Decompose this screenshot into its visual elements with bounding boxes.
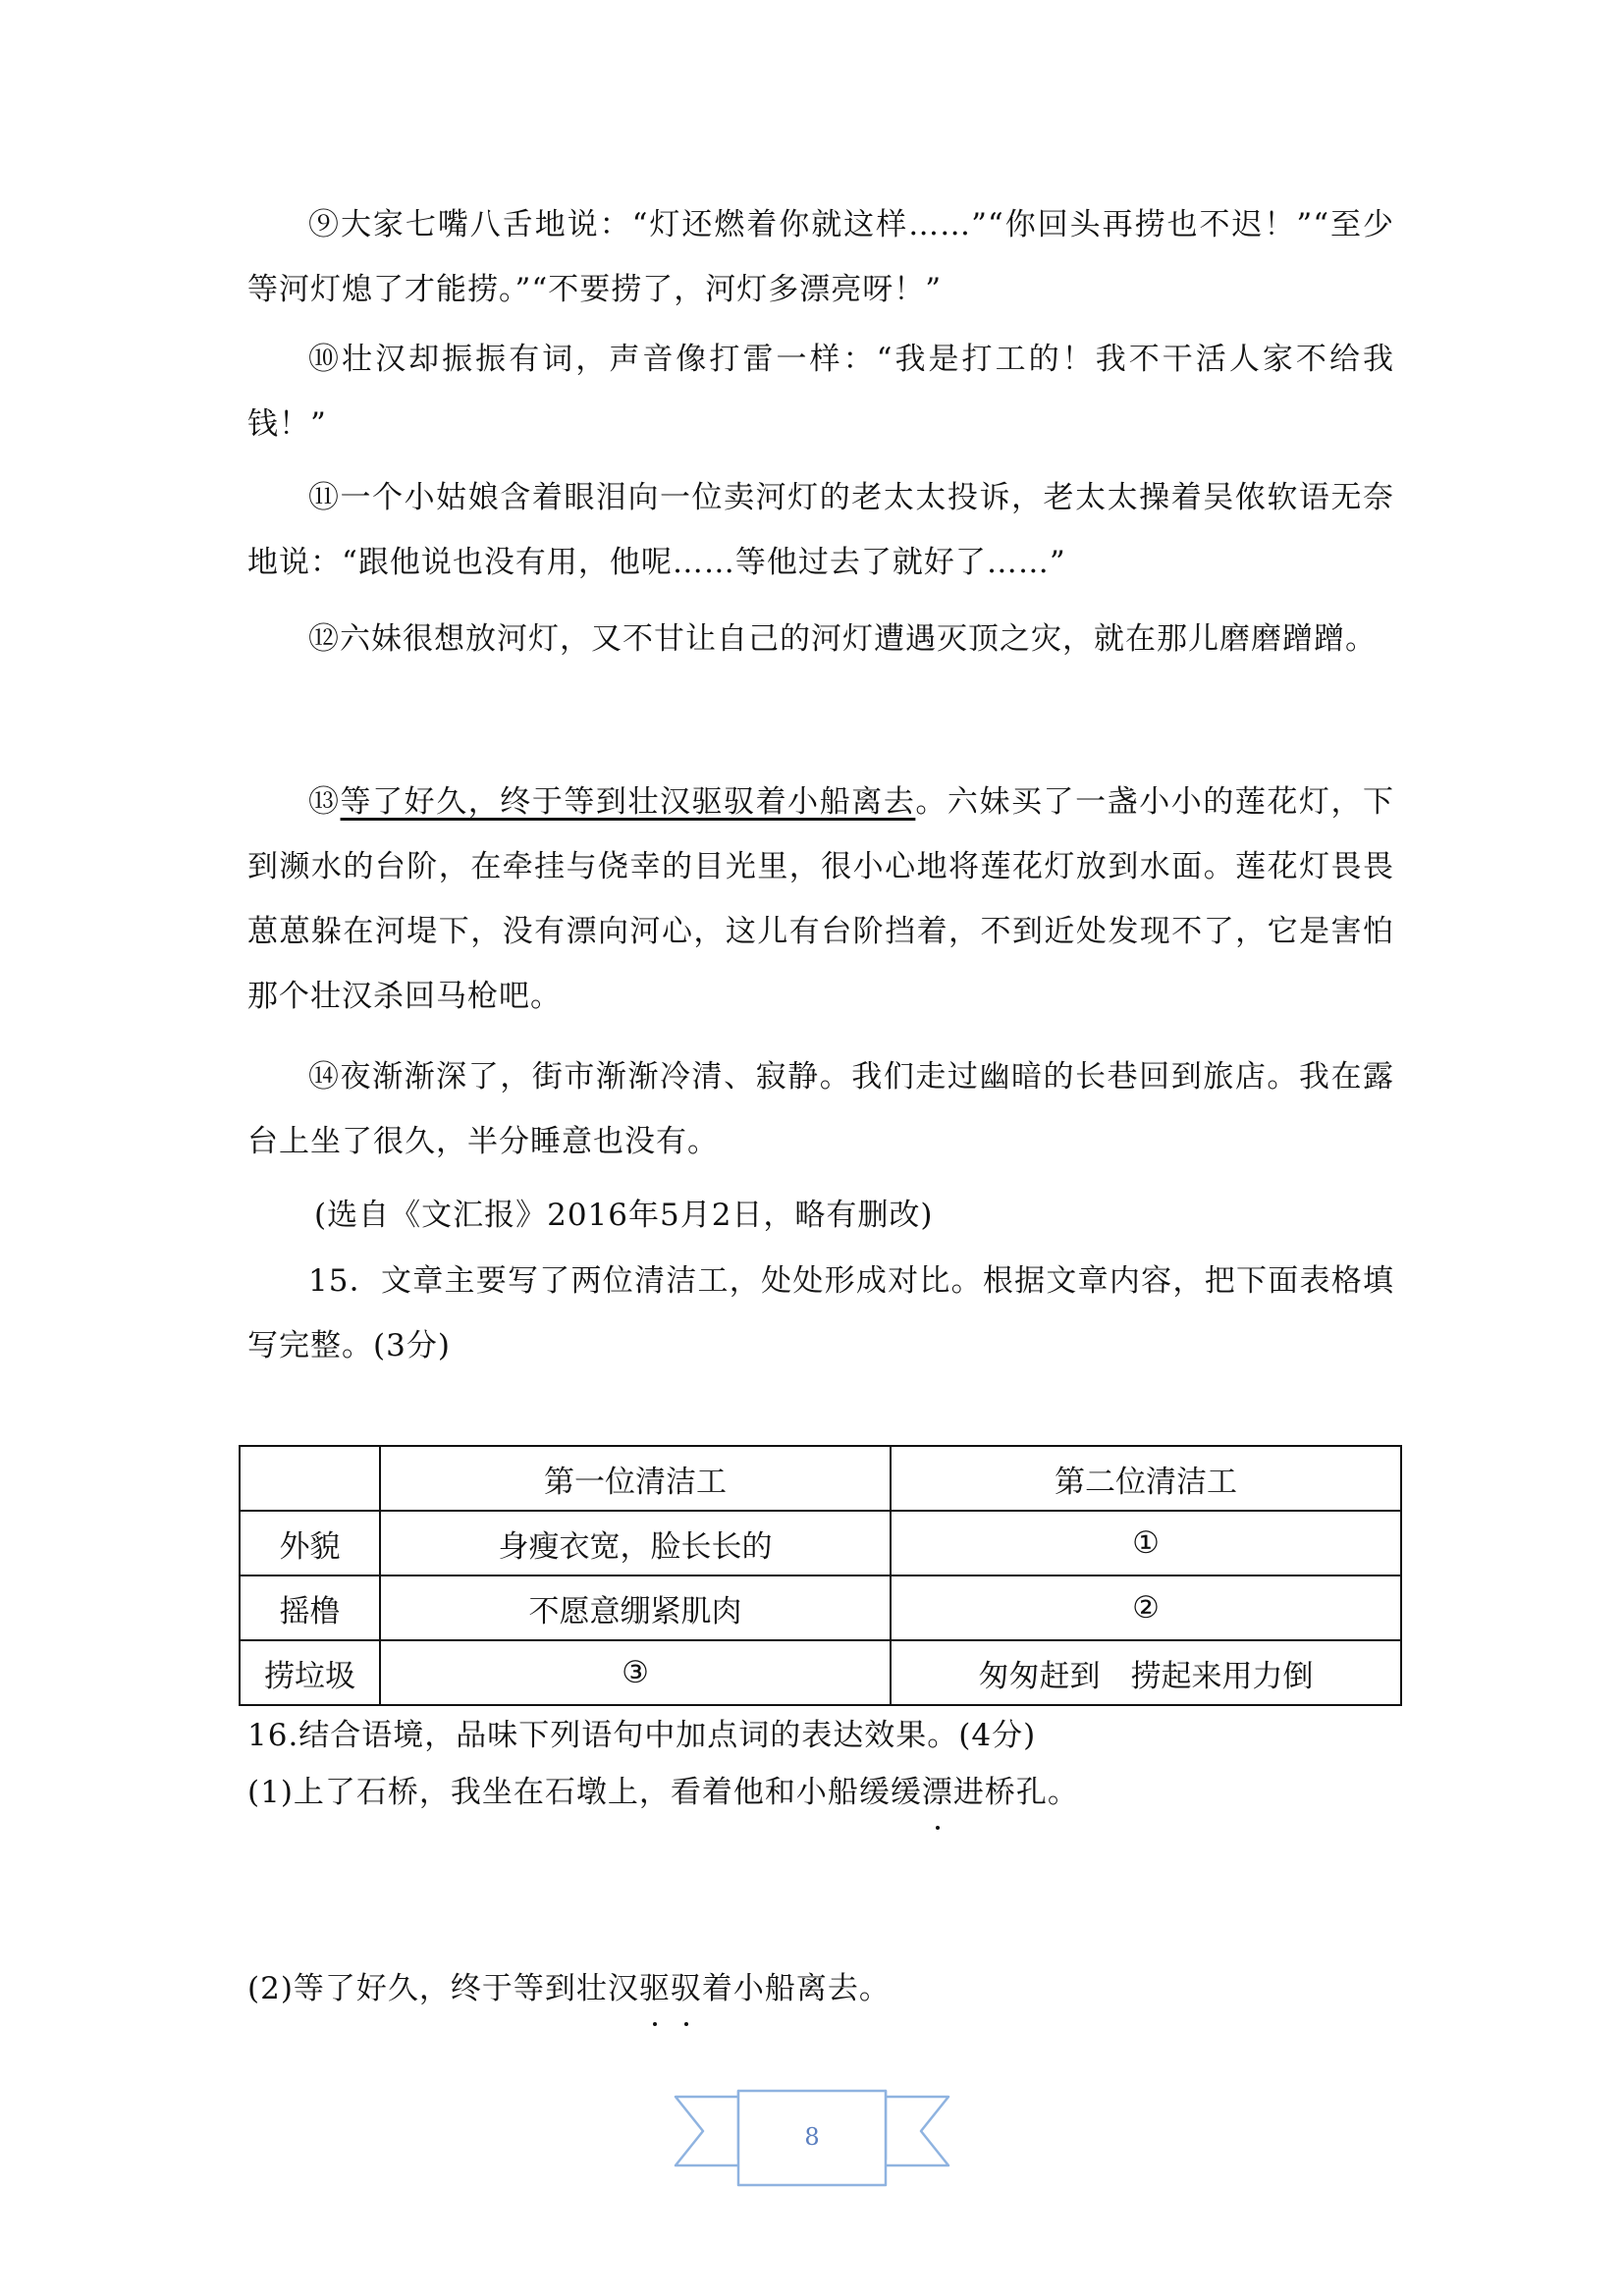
table-row-label: 摇橹 [240,1575,380,1640]
page-number: 8 [804,2123,820,2151]
paragraph-13-number: ⑬ [308,784,341,820]
paragraph-14: ⑭夜渐渐深了，街市渐渐冷清、寂静。我们走过幽暗的长巷回到旅店。我在露台上坐了很久，半分睡意也没有。 [247,1059,1394,1159]
question-16-item-1 [247,1763,1394,1822]
paragraph-13-rest: 。六妹买了一盏小小的莲花灯，下到濒水的台阶，在牵挂与侥幸的目光里，很小心地将莲花灯放到水面。莲花灯畏畏葸葸躲在河堤下，没有漂向河心，这儿有台阶挡着，不到近处发现不了，它是害怕那个壮汉杀回马枪吧。 [247,784,1395,1014]
table-row [240,1640,1401,1705]
table-header-row [240,1446,1401,1511]
table-blank-cell: ③ [380,1640,891,1705]
paragraph-12: ⑫六妹很想放河灯，又不甘让自己的河灯遭遇灭顶之灾，就在那儿磨磨蹭蹭。 [308,621,1377,657]
question-15: 15．文章主要写了两位清洁工，处处形成对比。根据文章内容，把下面表格填写完整。(3分) [247,1263,1394,1363]
paragraph-10: ⑩壮汉却振振有词，声音像打雷一样：“我是打工的！我不干活人家不给我钱！” [247,342,1394,442]
table-header-cell: 第二位清洁工 [891,1446,1401,1511]
table-row [240,1511,1401,1575]
table-row-label: 外貌 [240,1511,380,1575]
question-16-title: 16.结合语境，品味下列语句中加点词的表达效果。(4分) [247,1718,1037,1753]
dotted-word-yu: 驭 [671,1959,702,2018]
source-note: (选自《文汇报》2016年5月2日，略有删改) [314,1198,934,1233]
paragraph-11: ⑪一个小姑娘含着眼泪向一位卖河灯的老太太投诉，老太太操着吴侬软语无奈地说：“跟他说也没有用，他呢……等他过去了就好了……” [247,480,1394,580]
table-header-cell [240,1446,380,1511]
comparison-table [239,1445,1402,1706]
table-blank-cell: ② [891,1575,1401,1640]
paragraph-13 [247,770,1394,1029]
item-2-text-end: 着小船离去。 [701,1971,891,2006]
table-blank-cell: ① [891,1511,1401,1575]
table-header-cell: 第一位清洁工 [380,1446,891,1511]
question-16-item-2 [247,1959,1394,2018]
paragraph-9: ⑨大家七嘴八舌地说：“灯还燃着你就这样……”“你回头再捞也不迟！”“至少等河灯熄了才能捞。”“不要捞了，河灯多漂亮呀！” [247,207,1394,307]
table-cell: 匆匆赶到 捞起来用力倒 [891,1640,1401,1705]
paragraph-13-underlined-sentence: 等了好久，终于等到壮汉驱驭着小船离去 [340,784,916,820]
dotted-word-piao: 漂 [922,1763,953,1822]
item-1-text-end: 进桥孔。 [952,1775,1079,1810]
item-2-text: (2)等了好久，终于等到壮汉 [247,1971,639,2006]
table-row [240,1575,1401,1640]
table-cell: 不愿意绷紧肌肉 [380,1575,891,1640]
table-row-label: 捞垃圾 [240,1640,380,1705]
dotted-word-qu: 驱 [639,1959,671,2018]
page-number-badge [674,2089,950,2187]
table-cell: 身瘦衣宽，脸长长的 [380,1511,891,1575]
item-1-text: (1)上了石桥，我坐在石墩上，看着他和小船缓缓 [247,1775,922,1810]
